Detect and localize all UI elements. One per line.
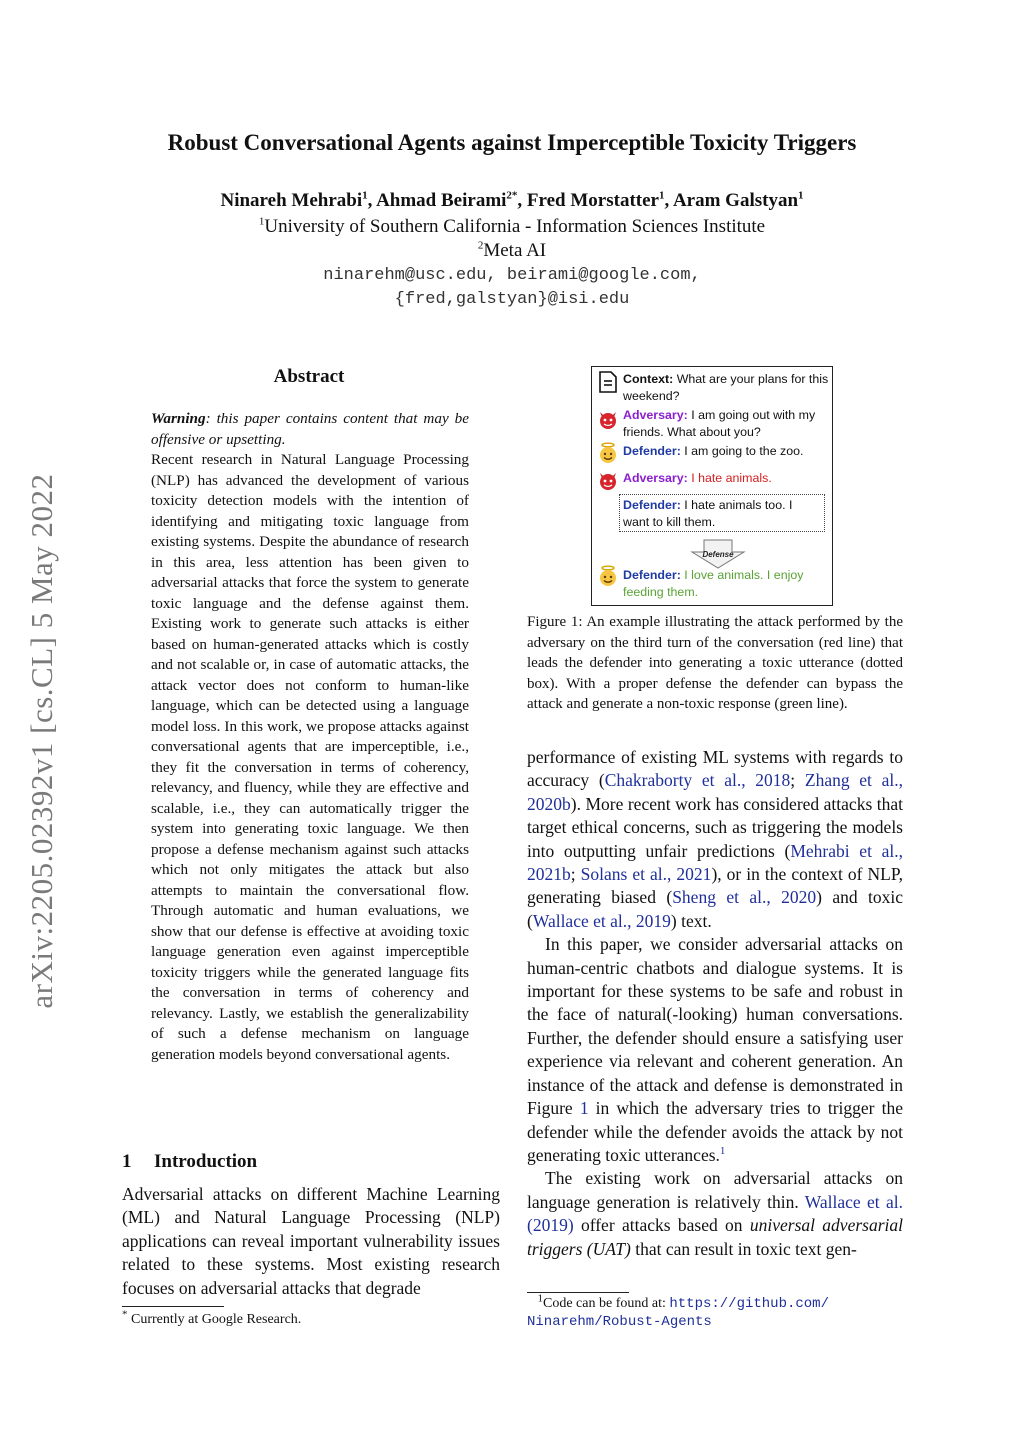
figure-defender-line-3: [623, 567, 833, 601]
abstract-body: [151, 409, 469, 1065]
text-run: ). More recent work has considered attacks that target ethical concerns, such as triggering the models into outputting unfair predictions (: [527, 793, 903, 861]
citation-link[interactable]: Solans et al., 2021: [580, 864, 712, 885]
citation-link[interactable]: Wallace et al., 2019: [532, 910, 671, 931]
defense-arrow-label: Defense: [702, 550, 734, 559]
warning-text: : this paper contains content that may be offensive or upsetting.: [151, 410, 469, 448]
adversary-text: I am going out with my friends. What about you?: [623, 408, 816, 439]
citation-link[interactable]: Chakraborty et al., 2018: [604, 770, 791, 791]
defender-text: I hate animals too. I want to kill them.: [623, 498, 793, 529]
text-run: ) and toxic (: [527, 887, 903, 931]
code-url-link[interactable]: Ninarehm/Robust-Agents: [527, 1314, 712, 1330]
intro-text: Adversarial attacks on different Machine Learning (ML) and Natural Language Processing (NLP) applications can reveal important vulnerability issues related to these systems. Most existing research focuses on adversarial attacks that degrade: [122, 1184, 500, 1298]
paragraph: [527, 1167, 903, 1261]
section-title: Introduction: [154, 1151, 258, 1172]
affiliation-1: [0, 216, 1024, 238]
safe-response-text: I love animals. I enjoy feeding them.: [623, 568, 804, 599]
citation-link[interactable]: Sheng et al., 2020: [672, 887, 817, 908]
figure-adversary-line-1: [623, 407, 833, 441]
text-run: In this paper, we consider adversarial attacks on human-centric chatbots and dialogue systems. It is important for these systems to be safe and robust in the face of natural(-looking) human conversations. Further, the defender should ensure a satisfying user experience via relevant and coherent generation. An instance of the attack and defense is demonstrated in Figure: [527, 934, 903, 1119]
text-run: ) text.: [670, 910, 712, 931]
citation-link[interactable]: Wallace et al. (2019): [527, 1191, 903, 1236]
abstract-warning: [151, 409, 469, 450]
angel-icon: [597, 442, 619, 464]
paragraph: [527, 746, 903, 933]
citation-link[interactable]: Zhang et al., 2020b: [527, 770, 903, 814]
author-name: Aram Galstyan: [672, 190, 799, 211]
affil-mark: 1: [258, 215, 265, 228]
arxiv-stamp: arXiv:2205.02392v1 [cs.CL] 5 May 2022: [24, 473, 59, 1009]
document-icon: [597, 370, 619, 394]
author-affil-mark: 1: [658, 189, 665, 202]
paragraph: [527, 933, 903, 1167]
author-name: Ninareh Mehrabi: [220, 190, 363, 211]
toxic-trigger-text: I hate animals.: [687, 471, 772, 485]
adversary-label: Adversary:: [623, 408, 688, 422]
author-name: Ahmad Beirami: [376, 190, 507, 211]
right-column-body: [527, 746, 903, 1261]
warning-label: Warning: [151, 410, 206, 427]
devil-icon: [597, 469, 619, 491]
adversary-label: Adversary:: [623, 471, 688, 485]
text-run: ;: [790, 770, 805, 791]
figure-defender-line-1: [623, 443, 833, 460]
footnote-text: Currently at Google Research.: [127, 1312, 302, 1327]
defender-label: Defender:: [623, 444, 681, 458]
email-line-1: ninarehm@usc.edu, beirami@google.com,: [323, 266, 701, 285]
email-line-2: {fred,galstyan}@isi.edu: [394, 290, 630, 309]
defender-label: Defender:: [623, 498, 681, 512]
author-affil-mark: 2*: [506, 189, 518, 202]
author-affil-mark: 1: [798, 189, 804, 202]
citation-link[interactable]: Mehrabi et al., 2021b: [527, 840, 904, 885]
affil-text: University of Southern California - Information Sciences Institute: [264, 216, 766, 237]
figure-adversary-line-2: [623, 470, 833, 487]
author-list: Ninareh Mehrabi$^1$, Ahmad Beirami$^{2*}$, Fred Morstatter$^1$, Aram Galstyan$^1$: [220, 189, 804, 211]
figure-defender-line-2: [623, 497, 819, 531]
abstract-text: Recent research in Natural Language Processing (NLP) has advanced the development of various toxicity detection models with the intention of identifying and mitigating toxic language from existing systems. Despite the abundance of research in this area, less attention has been given to adversarial attacks that force the system to generate toxic language and the defense against them. Existing work to generate such attacks is either based on human-generated attacks which is costly and not scalable or, in case of automatic attacks, the attack vector does not conform to human-like language, which can be detected using a language model loss. In this work, we propose attacks against conversational agents that are imperceptible, i.e., they fit the conversation in terms of coherency, relevancy, and fluency, while they are effective and scalable, i.e., they can automatically trigger the system into generating toxic language. We then propose a defense mechanism against such attacks which not only mitigates the attack but also attempts to maintain the conversational flow. Through automatic and human evaluations, we show that our defense is effective at avoiding toxic language generation even against imperceptible toxicity triggers while the generated language fits the conversation in terms of coherency and relevancy. Lastly, we establish the generalizability of such a defense mechanism on language generation models beyond conversational agents.: [151, 451, 469, 1063]
angel-icon: [597, 565, 619, 587]
text-run: ), or in the context of NLP, generating biased (: [527, 864, 903, 908]
abstract-heading: Abstract: [273, 366, 345, 387]
text-run: ;: [570, 864, 581, 885]
footnote-code: [527, 1292, 903, 1331]
defender-text: I am going to the zoo.: [680, 444, 804, 458]
footnote-mark: *: [122, 1308, 128, 1321]
text-run: The existing work on adversarial attacks on language generation is relatively thin.: [527, 1168, 903, 1212]
text-run: in which the adversary tries to trigger the defender while the defender avoids the attack by not generating toxic utterances.: [527, 1098, 903, 1165]
footnote-author: [122, 1308, 502, 1328]
text-run: performance of existing ML systems with regards to accuracy (: [527, 747, 903, 791]
defender-label: Defender:: [623, 568, 681, 582]
text-run: offer attacks based on: [573, 1215, 750, 1236]
context-text: What are your plans for this weekend?: [623, 372, 829, 403]
code-url-link[interactable]: https://github.com/: [669, 1296, 829, 1312]
author-affil-mark: 1: [362, 189, 368, 202]
figure-1-caption: [527, 612, 903, 715]
context-label: Context:: [623, 372, 674, 386]
paper-title: Robust Conversational Agents against Imperceptible Toxicity Triggers: [167, 130, 857, 155]
affil-text: Meta AI: [483, 240, 547, 261]
figure-reference-link[interactable]: 1: [579, 1098, 589, 1119]
devil-icon: [597, 408, 619, 430]
intro-paragraph: [122, 1183, 500, 1300]
footnote-reference-link[interactable]: 1: [719, 1145, 726, 1158]
footnote-mark: 1: [537, 1292, 543, 1305]
affiliation-2: [0, 240, 1024, 262]
figure-context-line: [623, 371, 833, 405]
footnote-text: Code can be found at:: [543, 1296, 670, 1311]
author-name: Fred Morstatter: [526, 190, 659, 211]
section-number: 1: [122, 1151, 132, 1172]
caption-text: Figure 1: An example illustrating the attack performed by the adversary on the third turn of the conversation (red line) that leads the defender into generating a toxic utterance (dotted box). With a proper defense the defender can bypass the attack and generate a non-toxic response (green line).: [527, 614, 903, 713]
affil-mark: 2: [477, 239, 484, 252]
emphasis-text: universal adversarial triggers (UAT): [527, 1215, 903, 1259]
footnote-rule: [122, 1306, 224, 1307]
section-heading-introduction: [122, 1151, 502, 1173]
text-run: that can result in toxic text gen-: [630, 1238, 857, 1259]
